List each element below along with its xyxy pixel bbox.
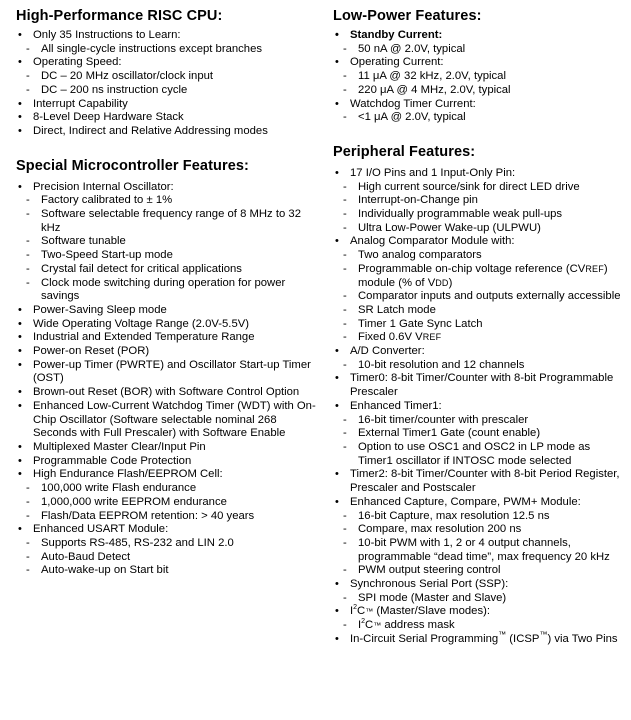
- trademark-run: ™: [539, 630, 548, 640]
- comparator-sub-item: - SR Latch mode: [333, 304, 625, 318]
- timer0-item: • Timer0: 8-bit Timer/Counter with 8-bit Programmable Prescaler: [333, 372, 625, 399]
- operating-current-value-1: - 11 μA @ 32 kHz, 2.0V, typical: [333, 70, 625, 84]
- superscript-run: 2: [361, 618, 366, 626]
- special-features-item: • Multiplexed Master Clear/Input Pin: [16, 441, 321, 455]
- text-run: I: [358, 619, 362, 632]
- special-features-sub-item: - 1,000,000 write EEPROM endurance: [16, 496, 321, 510]
- special-features-sub-item: - Flash/Data EEPROM retention: > 40 years: [16, 510, 321, 524]
- operating-current-value-2: - 220 μA @ 4 MHz, 2.0V, typical: [333, 84, 625, 98]
- io-pins-item: • 17 I/O Pins and 1 Input-Only Pin:: [333, 167, 625, 181]
- io-sub-item: - Individually programmable weak pull-ups: [333, 208, 625, 222]
- wdt-current-label: • Watchdog Timer Current:: [333, 98, 625, 112]
- wdt-current-value: - <1 μA @ 2.0V, typical: [333, 111, 625, 125]
- text-run: ): [448, 276, 453, 289]
- special-features-sub-item: - Two-Speed Start-up mode: [16, 249, 321, 263]
- special-features-item: • High Endurance Flash/EEPROM Cell:: [16, 468, 321, 482]
- text-run: I: [350, 605, 354, 618]
- special-features-sub-item: - Clock mode switching during operation for power savings: [16, 277, 321, 304]
- risc-cpu-sub-item: - DC – 20 MHz oscillator/clock input: [16, 70, 321, 84]
- risc-cpu-section: [16, 7, 321, 139]
- risc-cpu-item: • Interrupt Capability: [16, 98, 321, 112]
- subscript-run: DD: [435, 277, 449, 288]
- special-features-sub-item: - 100,000 write Flash endurance: [16, 482, 321, 496]
- comparator-sub-item: - Two analog comparators: [333, 249, 625, 263]
- special-features-item: • Industrial and Extended Temperature Range: [16, 331, 321, 345]
- text-run: ) module (% of V: [358, 262, 608, 289]
- ad-sub-item: - 10-bit resolution and 12 channels: [333, 359, 625, 373]
- comparator-sub-item: [333, 263, 625, 290]
- timer1-sub-item: - External Timer1 Gate (count enable): [333, 427, 625, 441]
- subscript-run: REF: [585, 263, 604, 274]
- subscript-run: REF: [422, 332, 442, 343]
- i2c-item: [333, 605, 625, 619]
- timer1-sub-item: - Option to use OSC1 and OSC2 in LP mode as Timer1 oscillator if INTOSC mode selected: [333, 441, 625, 468]
- special-features-item: • Enhanced Low-Current Watchdog Timer (WDT) with On-Chip Oscillator (Software selectable nominal 268 Seconds with Full Prescaler) with Software Enable: [16, 400, 321, 441]
- ccp-item: • Enhanced Capture, Compare, PWM+ Module:: [333, 496, 625, 510]
- risc-cpu-item: • Direct, Indirect and Relative Addressing modes: [16, 125, 321, 139]
- ccp-sub-item: - PWM output steering control: [333, 564, 625, 578]
- text-run: (ICSP: [506, 632, 540, 645]
- text-run: C: [365, 619, 374, 632]
- io-sub-item: - High current source/sink for direct LED drive: [333, 181, 625, 195]
- standby-current-value: - 50 nA @ 2.0V, typical: [333, 43, 625, 57]
- ssp-sub-item: - SPI mode (Master and Slave): [333, 592, 625, 606]
- timer2-item: • Timer2: 8-bit Timer/Counter with 8-bit Period Register, Prescaler and Postscaler: [333, 468, 625, 495]
- special-features-sub-item: - Supports RS-485, RS-232 and LIN 2.0: [16, 537, 321, 551]
- text-run: (Master/Slave modes):: [373, 605, 490, 618]
- ccp-sub-item: - 16-bit Capture, max resolution 12.5 ns: [333, 510, 625, 524]
- risc-cpu-item: • Operating Speed:: [16, 56, 321, 70]
- special-features-sub-item: - Software tunable: [16, 235, 321, 249]
- i2c-sub-item: [333, 619, 625, 633]
- text-run: Fixed 0.6V V: [358, 331, 423, 344]
- operating-current-label: • Operating Current:: [333, 56, 625, 70]
- trademark-run: ™: [365, 607, 374, 617]
- text-run: C: [357, 605, 366, 618]
- text-run: In-Circuit Serial Programming: [350, 632, 499, 645]
- risc-cpu-item: • 8-Level Deep Hardware Stack: [16, 111, 321, 125]
- special-features-item: • Enhanced USART Module:: [16, 523, 321, 537]
- text-run: address mask: [381, 619, 455, 632]
- special-features-item: • Brown-out Reset (BOR) with Software Control Option: [16, 386, 321, 400]
- special-features-list: [16, 181, 321, 578]
- comparator-sub-item: - Comparator inputs and outputs externally accessible: [333, 290, 625, 304]
- risc-cpu-list: [16, 29, 321, 139]
- trademark-run: ™: [373, 621, 382, 631]
- peripheral-features-heading: Peripheral Features:: [333, 143, 476, 160]
- low-power-section: [333, 7, 625, 125]
- trademark-run: ™: [498, 630, 507, 640]
- comparator-sub-item: - Timer 1 Gate Sync Latch: [333, 318, 625, 332]
- ccp-sub-item: - 10-bit PWM with 1, 2 or 4 output channels, programmable “dead time”, max frequency 20 kHz: [333, 537, 625, 564]
- special-features-section: [16, 157, 321, 578]
- ssp-item: • Synchronous Serial Port (SSP):: [333, 578, 625, 592]
- timer1-sub-item: - 16-bit timer/counter with prescaler: [333, 414, 625, 428]
- io-sub-item: - Interrupt-on-Change pin: [333, 194, 625, 208]
- peripheral-features-section: [333, 143, 625, 647]
- right-column: [333, 0, 625, 647]
- special-features-item: • Power-on Reset (POR): [16, 345, 321, 359]
- special-features-item: • Wide Operating Voltage Range (2.0V-5.5V): [16, 318, 321, 332]
- special-features-heading: Special Microcontroller Features:: [16, 157, 249, 174]
- timer1-item: • Enhanced Timer1:: [333, 400, 625, 414]
- risc-cpu-sub-item: - All single-cycle instructions except branches: [16, 43, 321, 57]
- special-features-sub-item: - Auto-wake-up on Start bit: [16, 564, 321, 578]
- special-features-item: • Programmable Code Protection: [16, 455, 321, 469]
- low-power-heading: Low-Power Features:: [333, 8, 482, 24]
- risc-cpu-heading: High-Performance RISC CPU:: [16, 8, 223, 24]
- special-features-item: • Power-Saving Sleep mode: [16, 304, 321, 318]
- special-features-item: • Power-up Timer (PWRTE) and Oscillator Start-up Timer (OST): [16, 359, 321, 386]
- ad-converter-item: • A/D Converter:: [333, 345, 625, 359]
- icsp-item: [333, 630, 625, 647]
- special-features-sub-item: - Crystal fail detect for critical applications: [16, 263, 321, 277]
- left-column: [16, 0, 321, 578]
- peripheral-features-list: [333, 167, 625, 647]
- special-features-item: • Precision Internal Oscillator:: [16, 181, 321, 195]
- superscript-run: 2: [353, 604, 358, 612]
- risc-cpu-item: • Only 35 Instructions to Learn:: [16, 29, 321, 43]
- io-sub-item: - Ultra Low-Power Wake-up (ULPWU): [333, 222, 625, 236]
- comparator-item: • Analog Comparator Module with:: [333, 235, 625, 249]
- ccp-sub-item: - Compare, max resolution 200 ns: [333, 523, 625, 537]
- text-run: Programmable on-chip voltage reference (CV: [358, 262, 586, 275]
- special-features-sub-item: - Factory calibrated to ± 1%: [16, 194, 321, 208]
- special-features-sub-item: - Software selectable frequency range of 8 MHz to 32 kHz: [16, 208, 321, 235]
- standby-current-label: • Standby Current:: [333, 29, 625, 43]
- low-power-list: [333, 29, 625, 125]
- special-features-sub-item: - Auto-Baud Detect: [16, 551, 321, 565]
- comparator-sub-item: [333, 331, 625, 345]
- text-run: ) via Two Pins: [547, 632, 618, 645]
- risc-cpu-sub-item: - DC – 200 ns instruction cycle: [16, 84, 321, 98]
